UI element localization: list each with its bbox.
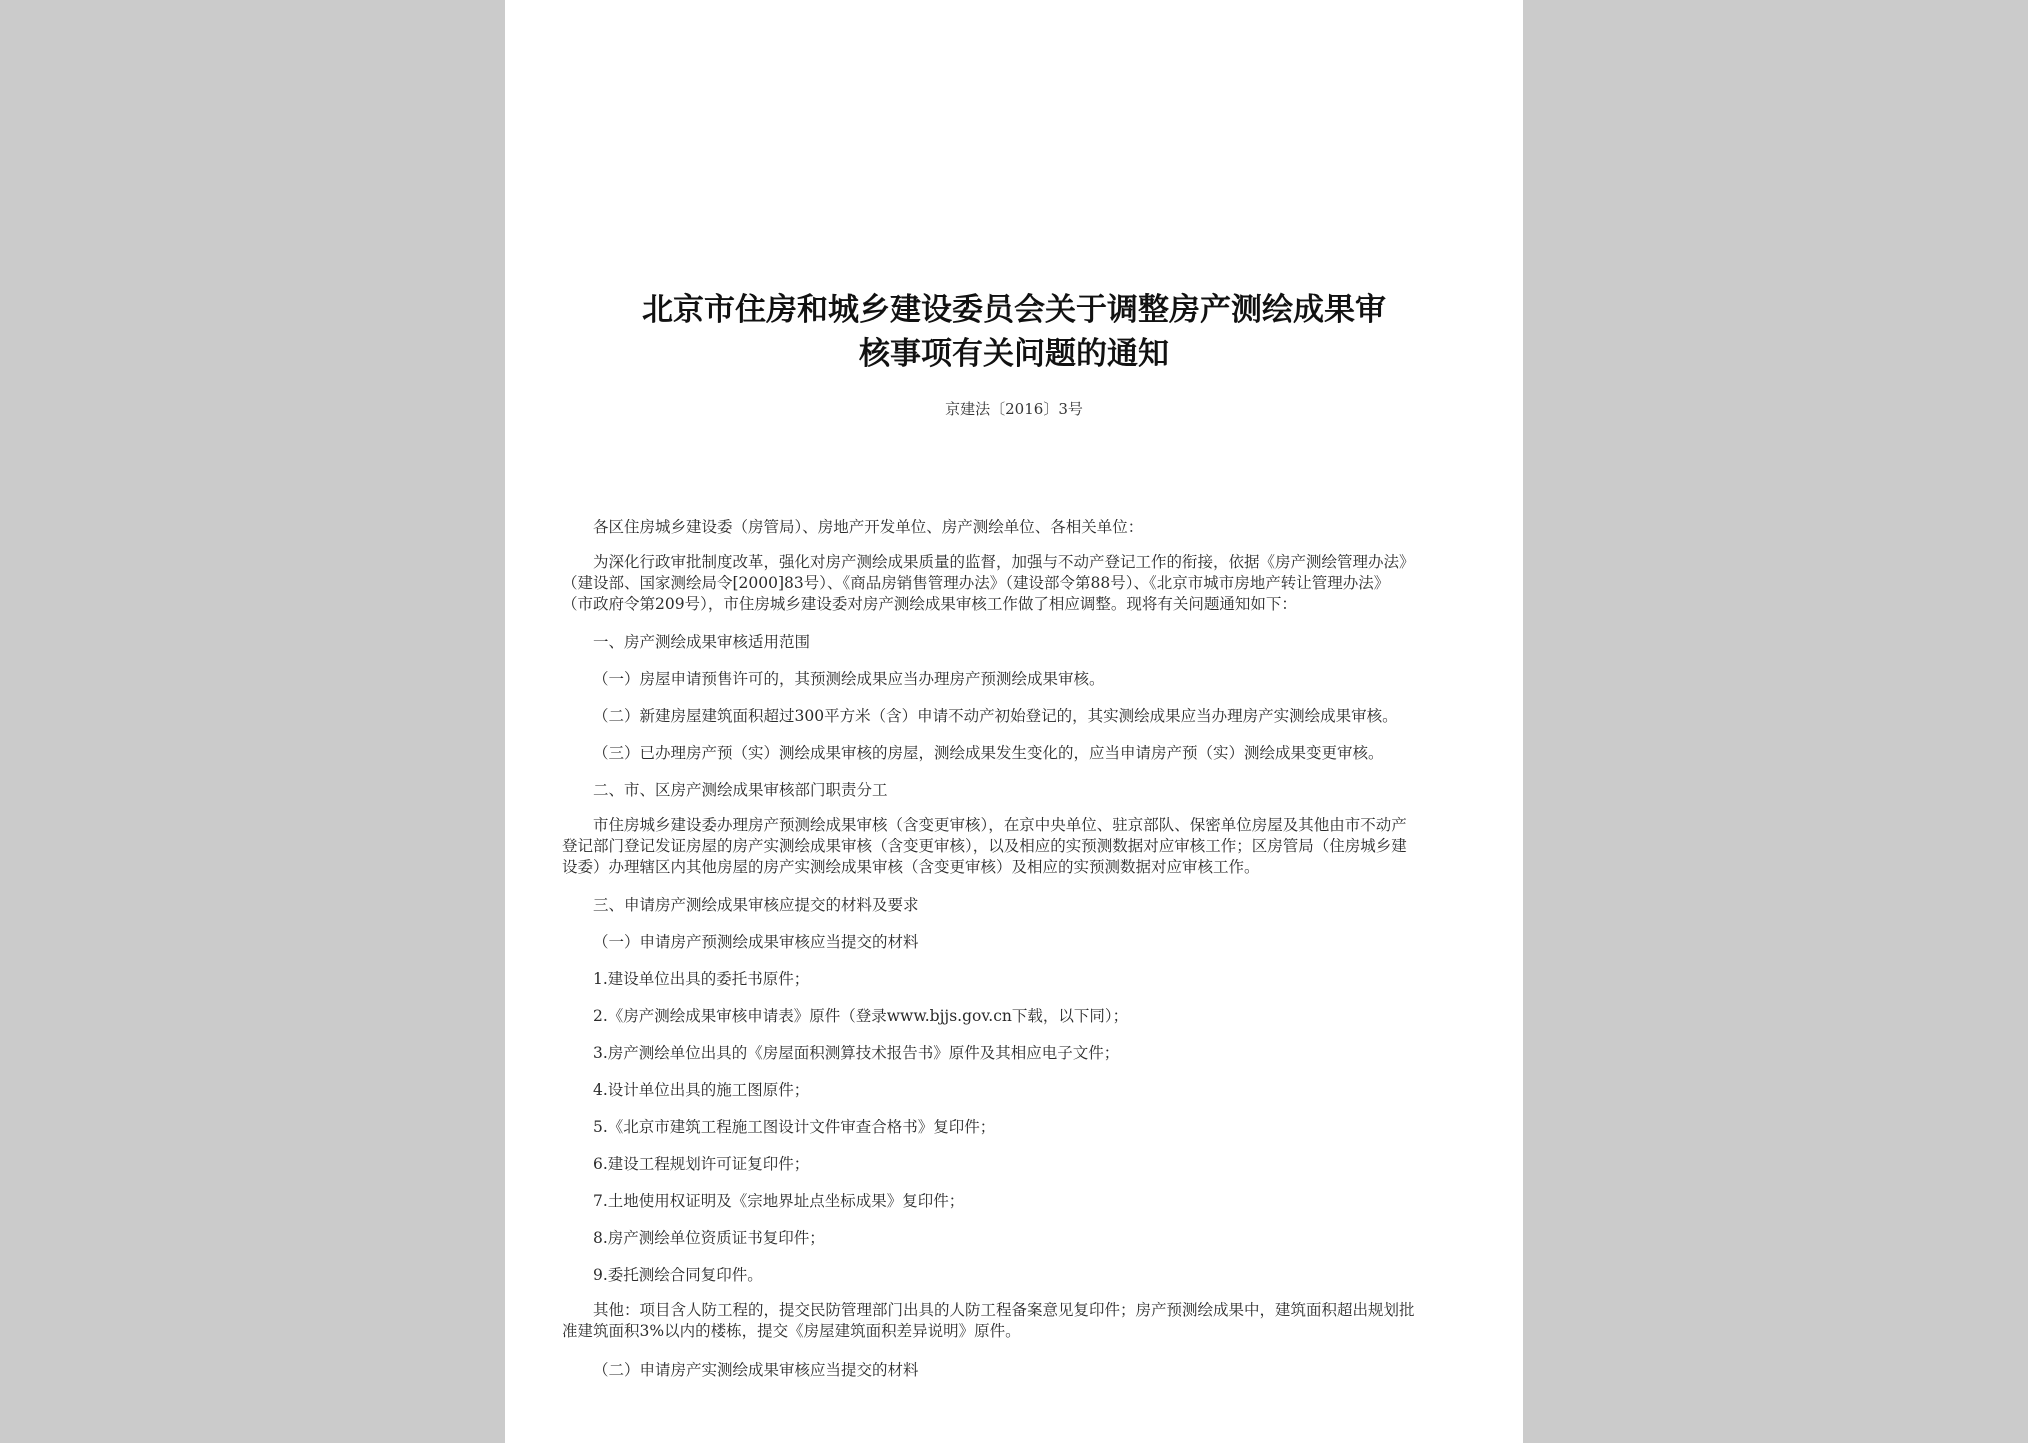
list-item: 9.委托测绘合同复印件。 [593, 1266, 763, 1284]
section-1-item: （一）房屋申请预售许可的，其预测绘成果应当办理房产预测绘成果审核。 [593, 670, 1105, 688]
section-2-body [562, 815, 1472, 878]
list-item: 8.房产测绘单位资质证书复印件； [593, 1229, 825, 1247]
title-line-1: 北京市住房和城乡建设委员会关于调整房产测绘成果审 [642, 292, 1386, 328]
section-1-heading: 一、房产测绘成果审核适用范围 [593, 633, 811, 651]
document-number: 京建法〔2016〕3号 [945, 400, 1083, 418]
intro-line: （建设部、国家测绘局令[2000]83号）、《商品房销售管理办法》（建设部令第88号）、《北京市城市房地产转让管理办法》 [562, 574, 1390, 592]
list-item: 6.建设工程规划许可证复印件； [593, 1155, 810, 1173]
salutation: 各区住房城乡建设委（房管局）、房地产开发单位、房产测绘单位、各相关单位： [593, 518, 1144, 536]
section-1-item: （二）新建房屋建筑面积超过300平方米（含）申请不动产初始登记的，其实测绘成果应当办理房产实测绘成果审核。 [593, 707, 1398, 725]
section-2-line: 市住房城乡建设委办理房产预测绘成果审核（含变更审核），在京中央单位、驻京部队、保密单位房屋及其他由市不动产 [593, 816, 1407, 834]
list-item: 1.建设单位出具的委托书原件； [593, 970, 810, 988]
list-item: 3.房产测绘单位出具的《房屋面积测算技术报告书》原件及其相应电子文件； [593, 1044, 1120, 1062]
intro-line: 为深化行政审批制度改革，强化对房产测绘成果质量的监督，加强与不动产登记工作的衔接，依据《房产测绘管理办法》 [593, 553, 1415, 571]
document-page [505, 0, 1523, 1443]
section-3-subheading: （二）申请房产实测绘成果审核应当提交的材料 [593, 1361, 919, 1379]
other-line: 准建筑面积3%以内的楼栋，提交《房屋建筑面积差异说明》原件。 [562, 1322, 1021, 1340]
section-2-line: 登记部门登记发证房屋的房产实测绘成果审核（含变更审核），以及相应的实预测数据对应审核工作；区房管局（住房城乡建 [562, 837, 1407, 855]
document-title [565, 288, 1463, 376]
list-item: 7.土地使用权证明及《宗地界址点坐标成果》复印件； [593, 1192, 965, 1210]
title-line-2: 核事项有关问题的通知 [859, 336, 1169, 372]
intro-line: （市政府令第209号），市住房城乡建设委对房产测绘成果审核工作做了相应调整。现将有关问题通知如下： [562, 595, 1297, 613]
section-3-subheading: （一）申请房产预测绘成果审核应当提交的材料 [593, 933, 919, 951]
other-line: 其他：项目含人防工程的，提交民防管理部门出具的人防工程备案意见复印件；房产预测绘成果中，建筑面积超出规划批 [593, 1301, 1415, 1319]
section-2-line: 设委）办理辖区内其他房屋的房产实测绘成果审核（含变更审核）及相应的实预测数据对应审核工作。 [562, 858, 1260, 876]
list-item: 4.设计单位出具的施工图原件； [593, 1081, 810, 1099]
other-paragraph [562, 1300, 1472, 1342]
intro-paragraph [562, 552, 1472, 615]
section-3-heading: 三、申请房产测绘成果审核应提交的材料及要求 [593, 896, 919, 914]
section-1-item: （三）已办理房产预（实）测绘成果审核的房屋，测绘成果发生变化的，应当申请房产预（实）测绘成果变更审核。 [593, 744, 1384, 762]
section-2-heading: 二、市、区房产测绘成果审核部门职责分工 [593, 781, 888, 799]
list-item: 5.《北京市建筑工程施工图设计文件审查合格书》复印件； [593, 1118, 996, 1136]
list-item: 2.《房产测绘成果审核申请表》原件（登录www.bjjs.gov.cn下载，以下同）； [593, 1007, 1129, 1025]
